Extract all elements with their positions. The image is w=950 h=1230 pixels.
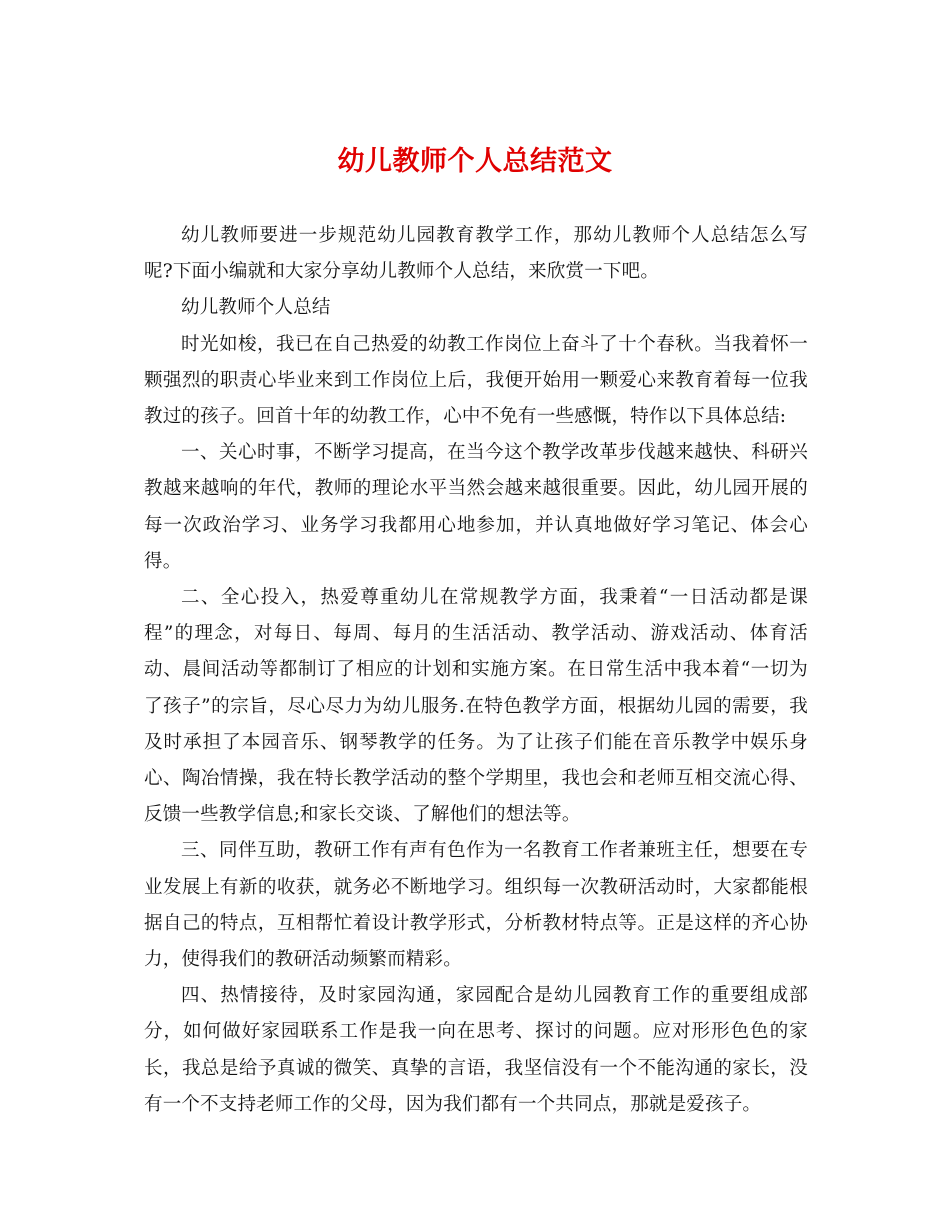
- intro-paragraph: 幼儿教师要进一步规范幼儿园教育教学工作，那幼儿教师个人总结怎么写呢?下面小编就和大家分享幼儿教师个人总结，来欣赏一下吧。: [144, 225, 808, 283]
- point-three-paragraph: 三、同伴互助，教研工作有声有色作为一名教育工作者兼班主任，想要在专业发展上有新的收获，就务必不断地学习。组织每一次教研活动时，大家都能根据自己的特点，互相帮忙着设计教学形式，分析教材特点等。正是这样的齐心协力，使得我们的教研活动频繁而精彩。: [144, 840, 808, 971]
- opening-paragraph: 时光如梭，我已在自己热爱的幼教工作岗位上奋斗了十个春秋。当我着怀一颗强烈的职责心毕业来到工作岗位上后，我便开始用一颗爱心来教育着每一位我教过的孩子。回首十年的幼教工作，心中不免有一些感慨，特作以下具体总结:: [144, 333, 808, 428]
- document-body: [144, 218, 808, 1123]
- section-heading: 幼儿教师个人总结: [181, 297, 331, 319]
- point-one-paragraph: 一、关心时事，不断学习提高，在当今这个教学改革步伐越来越快、科研兴教越来越响的年代，教师的理论水平当然会越来越很重要。因此，幼儿园开展的每一次政治学习、业务学习我都用心地参加，并认真地做好学习笔记、体会心得。: [144, 442, 808, 572]
- document-title: 幼儿教师个人总结范文: [337, 146, 613, 177]
- point-two-paragraph: 二、全心投入，热爱尊重幼儿在常规教学方面，我秉着“一日活动都是课程”的理念，对每日、每周、每月的生活活动、教学活动、游戏活动、体育活动、晨间活动等都制订了相应的计划和实施方案。在日常生活中我本着“一切为了孩子”的宗旨，尽心尽力为幼儿服务.在特色教学方面，根据幼儿园的需要，我及时承担了本园音乐、钢琴教学的任务。为了让孩子们能在音乐教学中娱乐身心、陶冶情操，我在特长教学活动的整个学期里，我也会和老师互相交流心得、反馈一些教学信息;和家长交谈、了解他们的想法等。: [144, 587, 808, 826]
- point-four-paragraph: 四、热情接待，及时家园沟通，家园配合是幼儿园教育工作的重要组成部分，如何做好家园联系工作是我一向在思考、探讨的问题。应对形形色色的家长，我总是给予真诚的微笑、真挚的言语，我坚信没有一个不能沟通的家长，没有一个不支持老师工作的父母，因为我们都有一个共同点，那就是爱孩子。: [144, 985, 808, 1115]
